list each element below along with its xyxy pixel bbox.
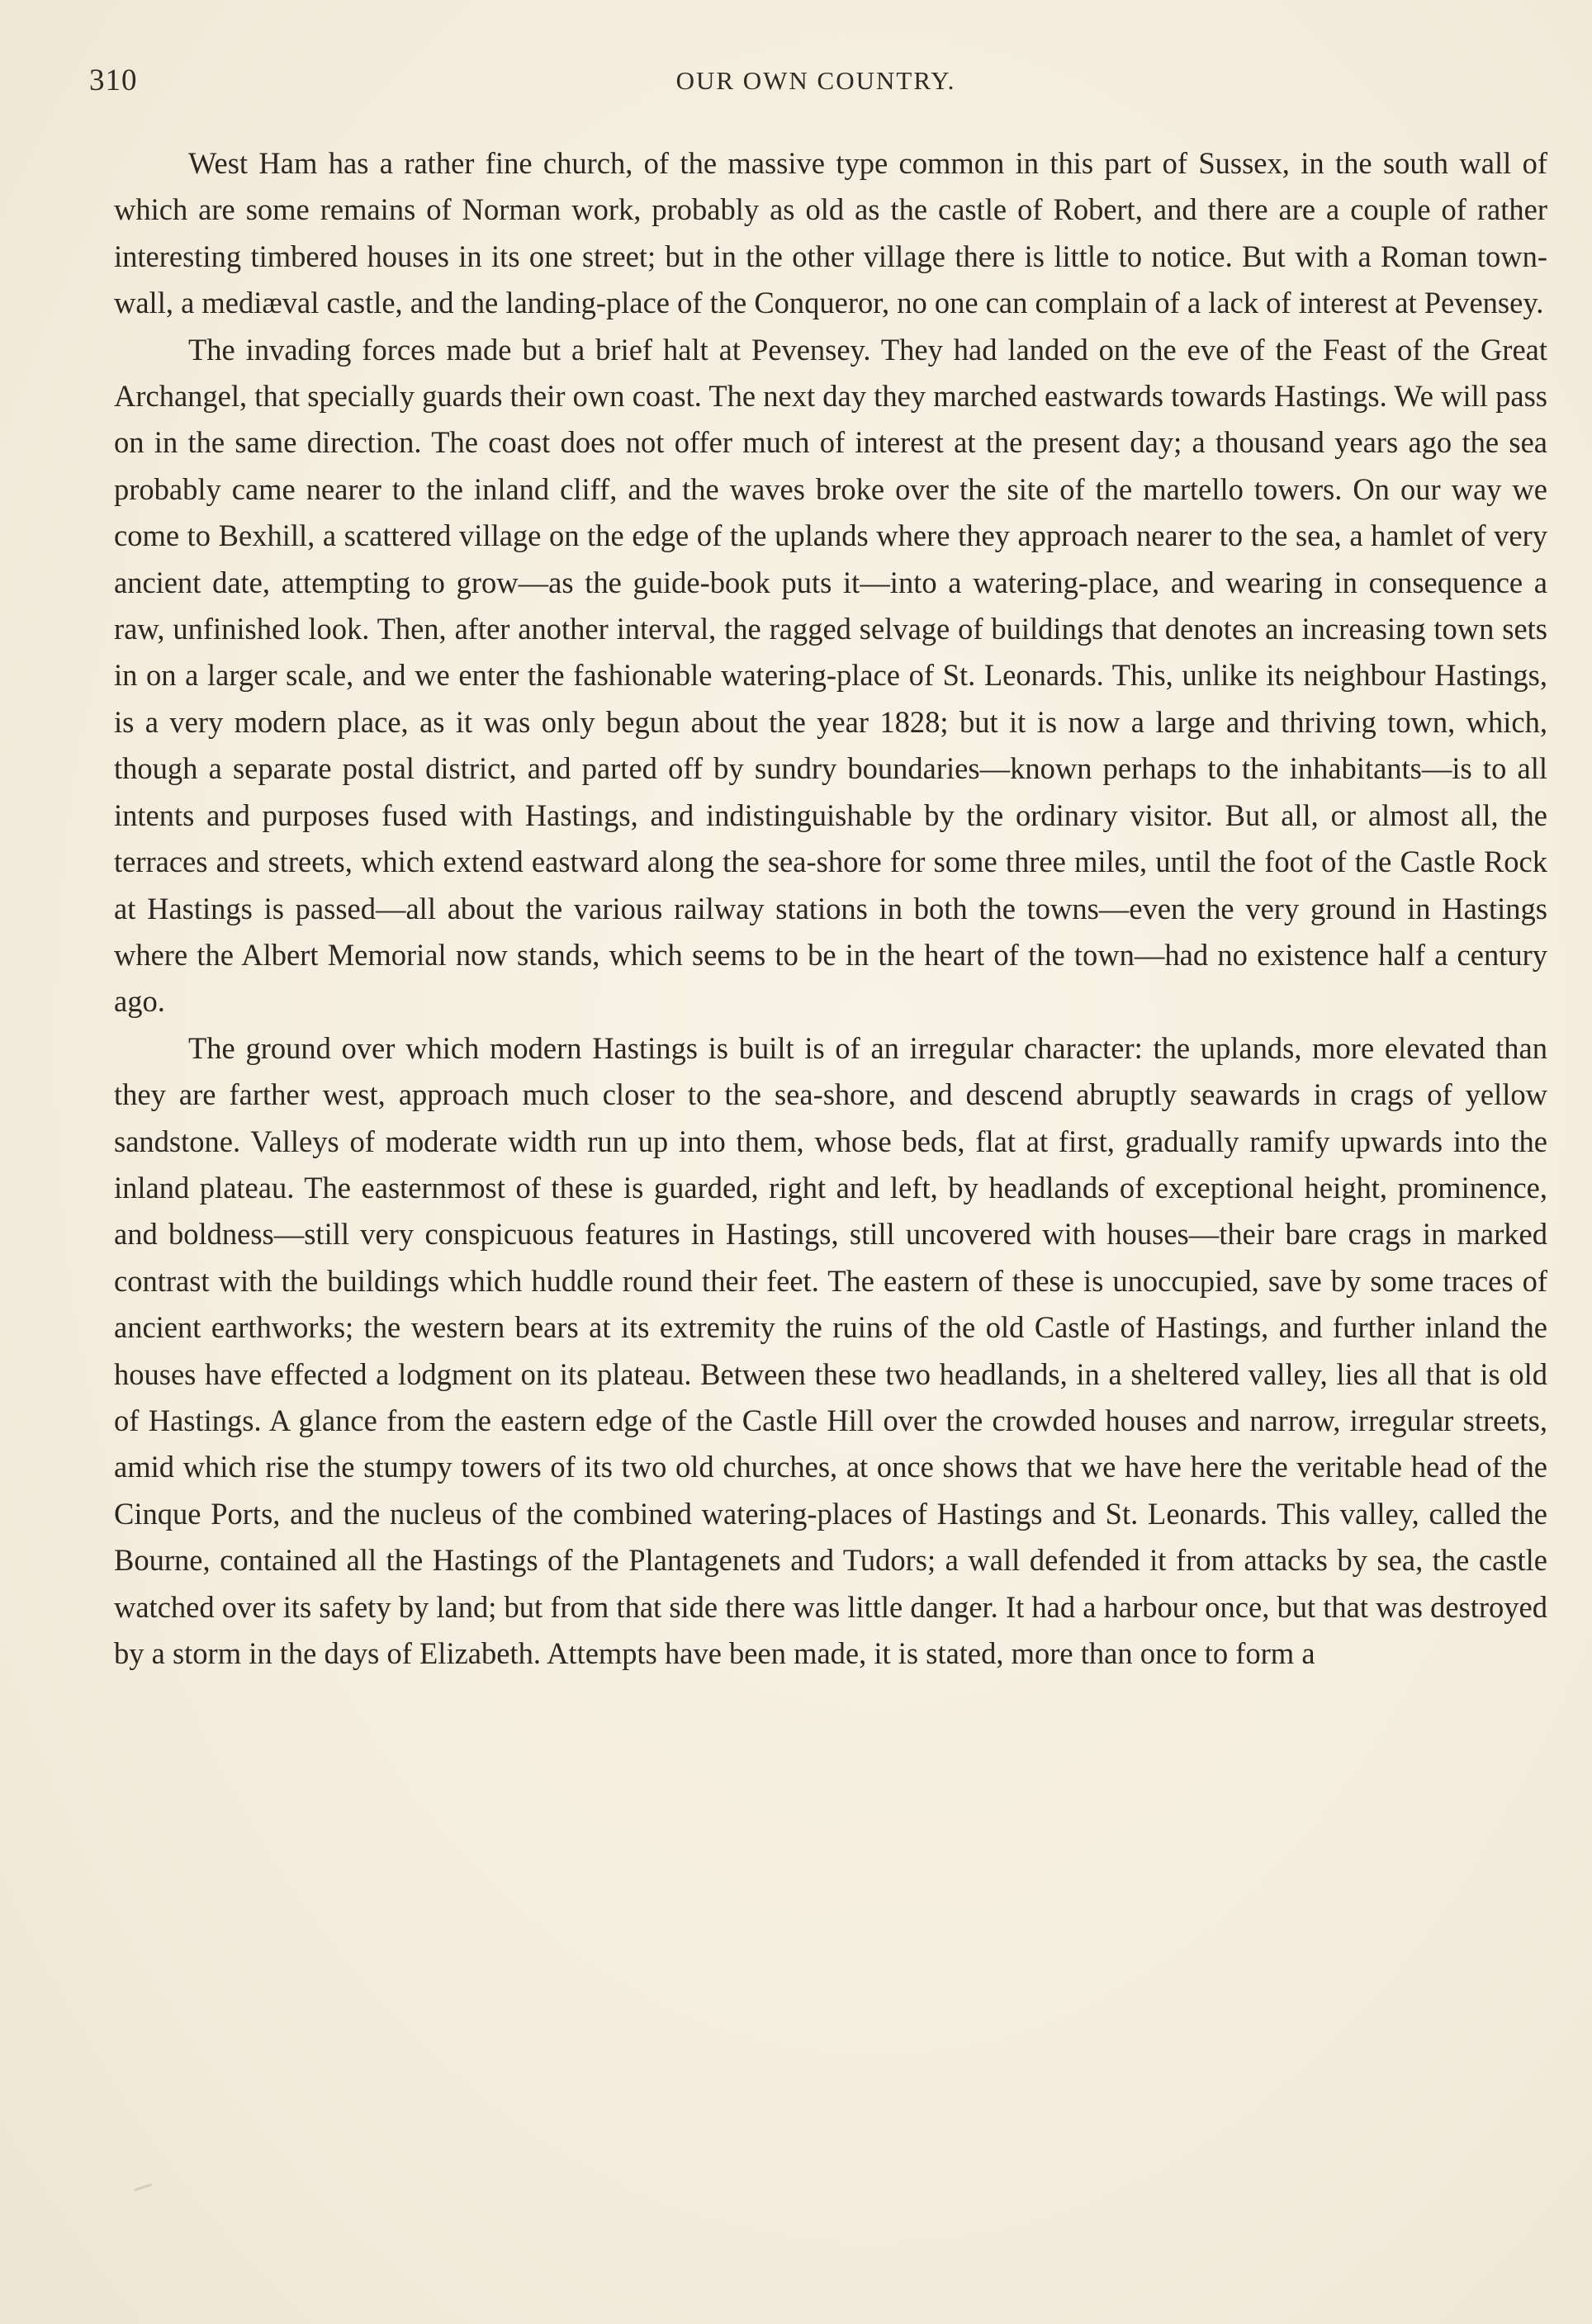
body-text	[114, 140, 1547, 1677]
paper-blemish	[134, 2184, 152, 2192]
page-number: 310	[89, 64, 138, 97]
running-title: OUR OWN COUNTRY.	[675, 66, 956, 95]
page-header	[89, 63, 1542, 104]
paragraph-modern-hastings: The ground over which modern Hastings is built is of an irregular character: the uplands, more elevated than they are farther west, approach much closer to the sea-shore, and descend abruptly seawards in crags of yellow sandstone. Valleys of moderate width run up into them, whose beds, flat at first, gradually ramify upwards into the inland plateau. The easternmost of these is guarded, right and left, by headlands of exceptional height, prominence, and boldness—still very conspicuous features in Hastings, still uncovered with houses—their bare crags in marked contrast with the buildings which huddle round their feet. The eastern of these is unoccupied, save by some traces of ancient earthworks; the western bears at its extremity the ruins of the old Castle of Hastings, and further inland the houses have effected a lodgment on its plateau. Between these two headlands, in a sheltered valley, lies all that is old of Hastings. A glance from the eastern edge of the Castle Hill over the crowded houses and narrow, irregular streets, amid which rise the stumpy towers of its two old churches, at once shows that we have here the veritable head of the Cinque Ports, and the nucleus of the combined watering-places of Hastings and St. Leonards. This valley, called the Bourne, contained all the Hastings of the Plantagenets and Tudors; a wall defended it from attacks by sea, the castle watched over its safety by land; but from that side there was little danger. It had a harbour once, but that was destroyed by a storm in the days of Elizabeth. Attempts have been made, it is stated, more than once to form a	[114, 1030, 1547, 1670]
paragraph-pevensey-to-st-leonards: The invading forces made but a brief halt at Pevensey. They had landed on the eve of the Feast of the Great Archangel, that specially guards their own coast. The next day they marched eastwards towards Hastings. We will pass on in the same direction. The coast does not offer much of interest at the present day; a thousand years ago the sea probably came nearer to the inland cliff, and the waves broke over the site of the martello towers. On our way we come to Bexhill, a scattered village on the edge of the uplands where they approach nearer to the sea, a hamlet of very ancient date, attempting to grow—as the guide-book puts it—into a watering-place, and wearing in consequence a raw, unfinished look. Then, after another interval, the ragged selvage of buildings that denotes an increasing town sets in on a larger scale, and we enter the fashionable watering-place of St. Leonards. This, unlike its neighbour Hastings, is a very modern place, as it was only begun about the year 1828; but it is now a large and thriving town, which, though a separate postal district, and parted off by sundry boundaries—known perhaps to the inhabitants—is to all intents and purposes fused with Hastings, and indistinguishable by the ordinary visitor. But all, or almost all, the terraces and streets, which extend eastward along the sea-shore for some three miles, until the foot of the Castle Rock at Hastings is passed—all about the various railway stations in both the towns—even the very ground in Hastings where the Albert Memorial now stands, which seems to be in the heart of the town—had no existence half a century ago.	[114, 332, 1547, 1019]
paragraph-west-ham: West Ham has a rather fine church, of the massive type common in this part of Sussex, in the south wall of which are some remains of Norman work, probably as old as the castle of Robert, and there are a couple of rather interesting timbered houses in its one street; but in the other village there is little to notice. But with a Roman town-wall, a mediæval castle, and the landing-place of the Conqueror, no one can complain of a lack of interest at Pevensey.	[114, 146, 1547, 320]
